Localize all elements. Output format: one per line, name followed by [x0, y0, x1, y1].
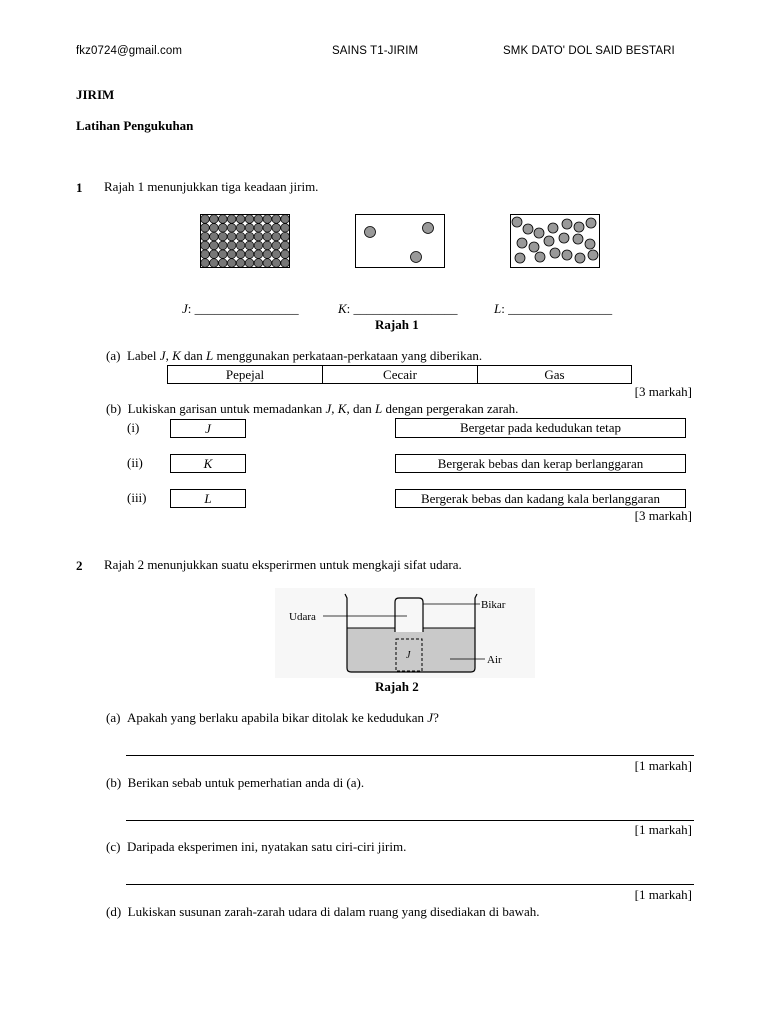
- option-pepejal: Pepejal: [167, 365, 323, 384]
- q1-prompt: Rajah 1 menunjukkan tiga keadaan jirim.: [104, 179, 319, 194]
- label-udara: Udara: [289, 611, 316, 623]
- match-box-k: K: [170, 454, 246, 473]
- match-box-j: J: [170, 419, 246, 438]
- page-subtitle: Latihan Pengukuhan: [76, 118, 194, 133]
- q1-label-k-line: K: ________________: [338, 301, 458, 316]
- q2a-answer-line[interactable]: [126, 755, 694, 756]
- header-school: SMK DATO' DOL SAID BESTARI: [503, 45, 675, 57]
- q2-prompt: Rajah 2 menunjukkan suatu eksperirmen untuk mengkaji sifat udara.: [104, 557, 462, 572]
- rajah1-caption: Rajah 1: [375, 317, 419, 332]
- q1b-roman-i: (i): [127, 420, 140, 435]
- q1-number: 1: [76, 180, 83, 195]
- liquid-particles-diagram: [510, 214, 600, 268]
- q1b-marks: [3 markah]: [634, 508, 692, 523]
- match-desc-2: Bergerak bebas dan kerap berlanggaran: [395, 454, 686, 473]
- header-email: fkz0724@gmail.com: [76, 45, 183, 57]
- q1-label-l-line: L: ________________: [494, 301, 613, 316]
- q1a-prompt: (a) Label J, K dan L menggunakan perkataan-perkataan yang diberikan.: [106, 348, 483, 363]
- label-air: Air: [487, 654, 502, 666]
- q1b-prompt: (b) Lukiskan garisan untuk memadankan J, K, dan L dengan pergerakan zarah.: [106, 401, 519, 416]
- solid-particles-diagram: [200, 214, 290, 268]
- q1b-roman-ii: (ii): [127, 455, 143, 470]
- option-gas: Gas: [477, 365, 632, 384]
- rajah2-caption: Rajah 2: [375, 679, 419, 694]
- q2b-prompt: (b) Berikan sebab untuk pemerhatian anda di (a).: [106, 775, 365, 790]
- header-subject: SAINS T1-JIRIM: [332, 45, 419, 57]
- q2a-prompt: (a) Apakah yang berlaku apabila bikar ditolak ke kedudukan J?: [106, 710, 439, 725]
- q2d-prompt: (d) Lukiskan susunan zarah-zarah udara di dalam ruang yang disediakan di bawah.: [106, 904, 540, 919]
- label-bikar: Bikar: [481, 599, 506, 611]
- match-box-l: L: [170, 489, 246, 508]
- q1b-roman-iii: (iii): [127, 490, 147, 505]
- q2c-marks: [1 markah]: [634, 887, 692, 902]
- q2c-prompt: (c) Daripada eksperimen ini, nyatakan satu ciri-ciri jirim.: [106, 839, 407, 854]
- match-desc-3: Bergerak bebas dan kadang kala berlanggaran: [395, 489, 686, 508]
- label-j: J: [406, 650, 411, 661]
- q1-label-j-line: J: ________________: [182, 301, 299, 316]
- beaker-experiment-diagram: [275, 588, 535, 678]
- q2-number: 2: [76, 558, 83, 573]
- q2c-answer-line[interactable]: [126, 884, 694, 885]
- q2b-marks: [1 markah]: [634, 822, 692, 837]
- gas-particles-diagram: [355, 214, 445, 268]
- q2a-marks: [1 markah]: [634, 758, 692, 773]
- q2b-answer-line[interactable]: [126, 820, 694, 821]
- q1a-marks: [3 markah]: [634, 384, 692, 399]
- option-cecair: Cecair: [322, 365, 478, 384]
- page-title: JIRIM: [76, 87, 115, 102]
- match-desc-1: Bergetar pada kedudukan tetap: [395, 418, 686, 438]
